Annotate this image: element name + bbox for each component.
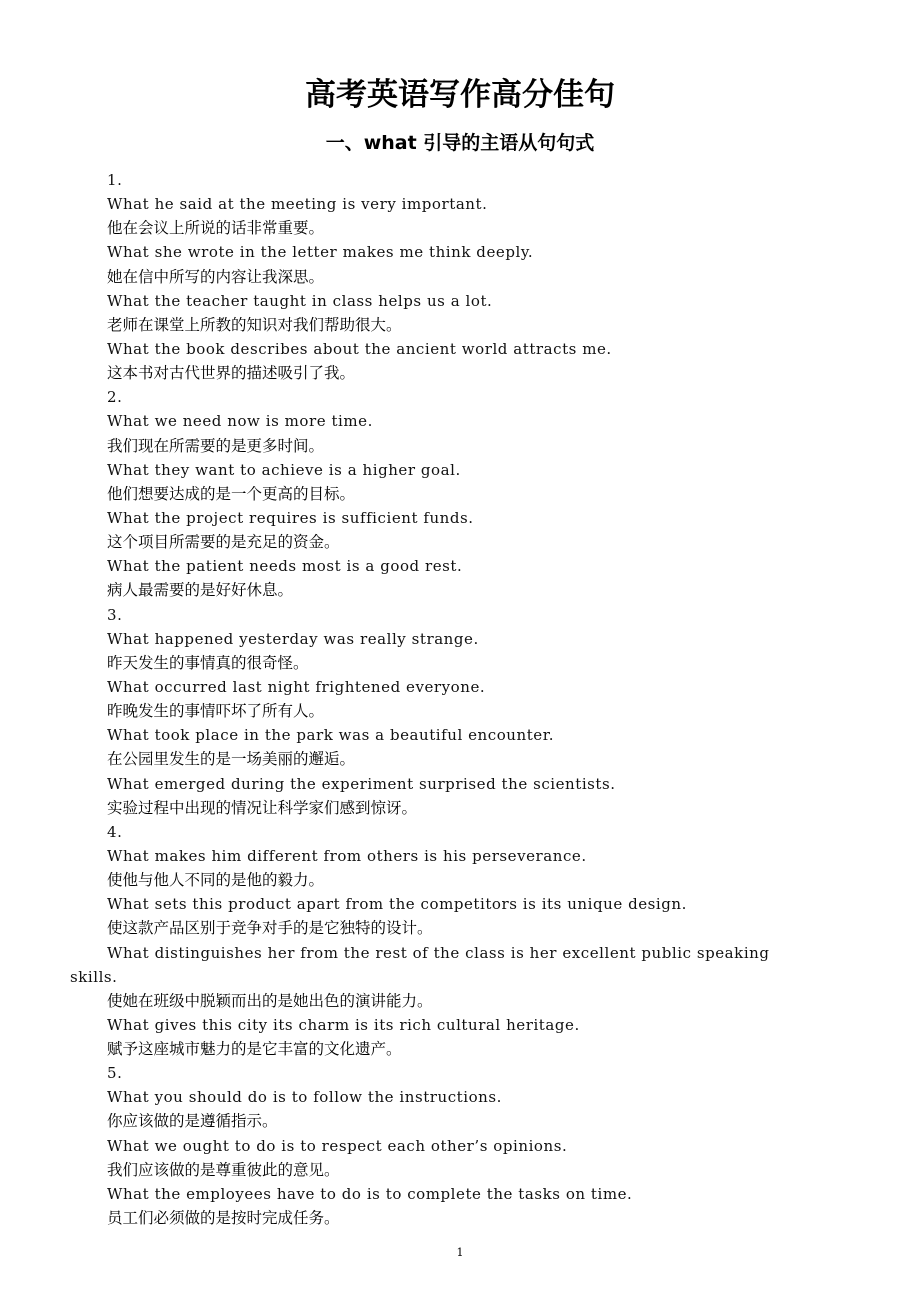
- sentence-list: [70, 168, 860, 1230]
- english-sentence: What the patient needs most is a good rest.: [107, 557, 463, 576]
- chinese-translation: 这本书对古代世界的描述吸引了我。: [107, 364, 356, 383]
- page-title: 高考英语写作高分佳句: [305, 77, 615, 113]
- english-sentence: What he said at the meeting is very important.: [107, 195, 488, 214]
- chinese-translation: 昨晚发生的事情吓坏了所有人。: [107, 702, 325, 721]
- group-number: 3.: [107, 605, 123, 624]
- chinese-translation: 我们应该做的是尊重彼此的意见。: [107, 1160, 340, 1179]
- english-sentence: What the teacher taught in class helps us a lot.: [107, 291, 493, 310]
- english-sentence: What you should do is to follow the instructions.: [107, 1088, 502, 1107]
- english-sentence: What sets this product apart from the competitors is its unique design.: [107, 895, 687, 914]
- chinese-translation: 他们想要达成的是一个更高的目标。: [107, 484, 356, 503]
- english-sentence: What we need now is more time.: [107, 412, 373, 431]
- english-sentence: What the book describes about the ancient world attracts me.: [107, 339, 612, 358]
- english-sentence: What the project requires is sufficient funds.: [107, 508, 474, 527]
- chinese-translation: 她在信中所写的内容让我深思。: [107, 267, 325, 286]
- chinese-translation: 使这款产品区别于竞争对手的是它独特的设计。: [107, 919, 433, 938]
- chinese-translation: 这个项目所需要的是充足的资金。: [107, 533, 340, 552]
- chinese-translation: 员工们必须做的是按时完成任务。: [107, 1209, 340, 1228]
- english-sentence: What took place in the park was a beautiful encounter.: [107, 726, 555, 745]
- page-number: 1: [456, 1246, 464, 1259]
- chinese-translation: 老师在课堂上所教的知识对我们帮助很大。: [107, 315, 402, 334]
- chinese-translation: 实验过程中出现的情况让科学家们感到惊讶。: [107, 798, 418, 817]
- group-number: 4.: [107, 822, 123, 841]
- chinese-translation: 他在会议上所说的话非常重要。: [107, 219, 325, 238]
- chinese-translation: 你应该做的是遵循指示。: [107, 1112, 278, 1131]
- english-sentence: What she wrote in the letter makes me think deeply.: [107, 243, 534, 262]
- english-sentence: What emerged during the experiment surprised the scientists.: [107, 774, 616, 793]
- english-sentence: What they want to achieve is a higher goal.: [107, 460, 461, 479]
- english-sentence: What distinguishes her from the rest of the class is her excellent public speaking: [107, 943, 770, 962]
- chinese-translation: 病人最需要的是好好休息。: [107, 581, 294, 600]
- chinese-translation: 赋予这座城市魅力的是它丰富的文化遗产。: [107, 1040, 402, 1059]
- chinese-translation: 我们现在所需要的是更多时间。: [107, 436, 325, 455]
- chinese-translation: 在公园里发生的是一场美丽的邂逅。: [107, 750, 356, 769]
- chinese-translation: 使他与他人不同的是他的毅力。: [107, 871, 325, 890]
- english-sentence: What happened yesterday was really strange.: [107, 629, 479, 648]
- english-sentence: What makes him different from others is his perseverance.: [107, 846, 587, 865]
- group-number: 1.: [107, 171, 123, 189]
- chinese-translation: 昨天发生的事情真的很奇怪。: [107, 653, 309, 672]
- group-number: 2.: [107, 388, 123, 407]
- english-sentence: What occurred last night frightened everyone.: [107, 677, 486, 696]
- chinese-translation: 使她在班级中脱颖而出的是她出色的演讲能力。: [107, 991, 433, 1010]
- section-heading: 一、what 引导的主语从句句式: [325, 132, 595, 154]
- group-number: 5.: [107, 1064, 123, 1083]
- english-sentence: What we ought to do is to respect each other’s opinions.: [107, 1136, 568, 1155]
- english-sentence-continuation: skills.: [70, 967, 118, 986]
- english-sentence: What gives this city its charm is its rich cultural heritage.: [107, 1015, 580, 1034]
- english-sentence: What the employees have to do is to complete the tasks on time.: [107, 1184, 633, 1203]
